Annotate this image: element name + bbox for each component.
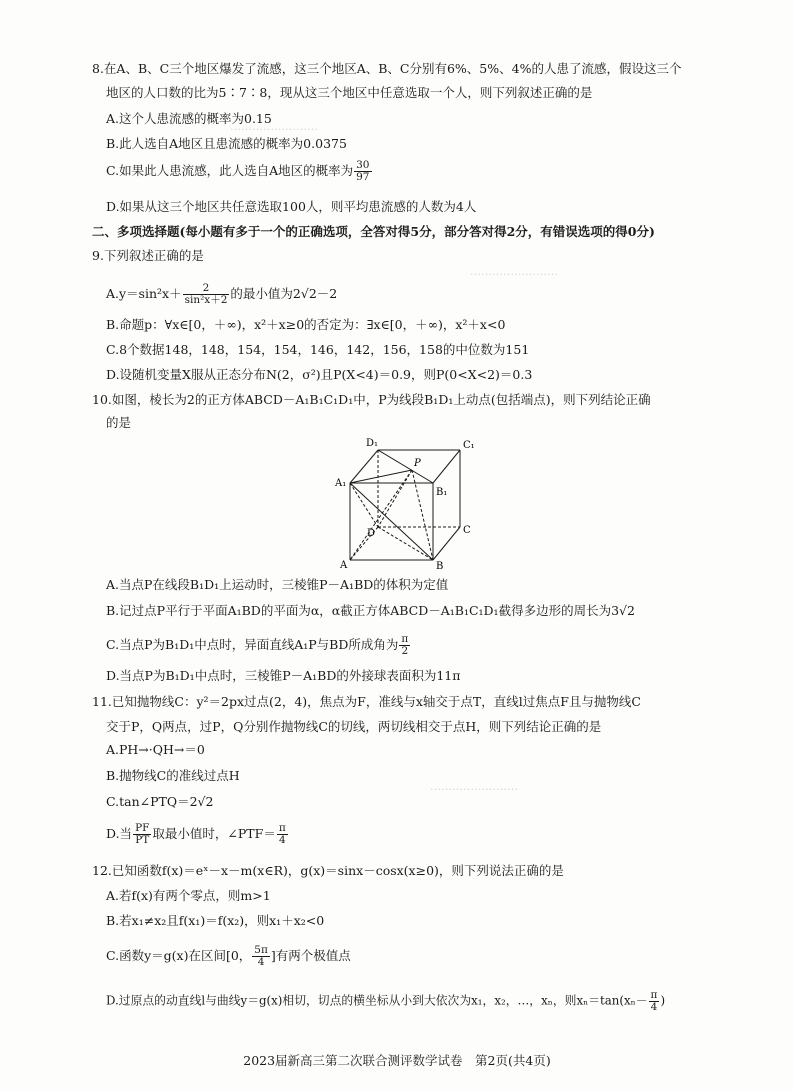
q9-option-b: B.命题p：∀x∈[0，＋∞)，x²＋x≥0的否定为：∃x∈[0，＋∞)，x²＋x<0	[106, 317, 506, 332]
fraction-numerator: π	[278, 822, 286, 834]
label-c1: C₁	[463, 440, 475, 451]
q11-option-c: C.tan∠PTQ＝2√2	[106, 794, 214, 809]
fraction-denominator: 4	[257, 956, 265, 968]
fraction-numerator: 2	[183, 283, 230, 295]
fraction-denominator: sin²x＋2	[184, 294, 228, 306]
q8-option-c-text: C.如果此人患流感，此人选自A地区的概率为	[106, 163, 354, 178]
label-p: P	[414, 458, 421, 469]
fraction-numerator: π	[401, 633, 409, 645]
label-a1: A₁	[335, 478, 347, 489]
q9-option-a-text: A.y＝sin²x＋	[106, 286, 182, 301]
q12-option-b: B.若x₁≠x₂且f(x₁)＝f(x₂)，则x₁＋x₂<0	[106, 913, 325, 928]
fraction-denominator: 97	[356, 171, 370, 183]
q11-stem-line2: 交于P，Q两点，过P，Q分别作抛物线C的切线，两切线相交于点H，则下列结论正确的是	[106, 719, 602, 734]
fraction-denominator: PT	[135, 834, 150, 846]
fraction-numerator: π	[650, 989, 658, 1001]
bleed-through-mark: ……………………	[470, 265, 558, 278]
q11-option-d-text: D.当	[106, 826, 133, 841]
cube-figure	[330, 435, 480, 570]
cube-diagram	[330, 435, 480, 570]
q12-option-c	[106, 945, 351, 968]
q9-option-c: C.8个数据148，148，154，154，146，142，156，158的中位数为151	[106, 342, 530, 357]
q8-stem-line2: 地区的人口数的比为5∶7∶8，现从这三个地区中任意选取一个人，则下列叙述正确的是	[106, 85, 593, 100]
label-a: A	[340, 560, 348, 570]
q9-option-a-tail: 的最小值为2√2－2	[230, 286, 338, 301]
q9-stem: 9.下列叙述正确的是	[92, 248, 204, 263]
q9-option-a	[106, 283, 337, 306]
q11-option-d-fraction2	[277, 823, 288, 846]
fraction-numerator: PF	[135, 822, 150, 834]
fraction-numerator: 30	[356, 159, 370, 171]
q10-option-a: A.当点P在线段B₁D₁上运动时，三棱锥P－A₁BD的体积为定值	[106, 577, 449, 592]
q11-stem-line1: 11.已知抛物线C：y²＝2px过点(2，4)，焦点为F，准线与x轴交于点T，直线l过焦点F且与抛物线C	[92, 694, 641, 709]
q10-option-c	[106, 634, 411, 657]
page-footer: 2023届新高三第二次联合测评数学试卷 第2页(共4页)	[243, 1053, 551, 1068]
q12-stem: 12.已知函数f(x)＝eˣ－x－m(x∈R)，g(x)＝sinx－cosx(x≥0)，则下列说法正确的是	[92, 863, 564, 878]
q12-option-c-text: C.函数y＝g(x)在区间[0，	[106, 948, 252, 963]
q11-option-d-fraction1	[133, 823, 151, 846]
q10-option-d: D.当点P为B₁D₁中点时，三棱锥P－A₁BD的外接球表面积为11π	[106, 668, 461, 683]
q10-stem-line2: 的是	[106, 415, 132, 430]
q8-stem-line1: 8.在A、B、C三个地区爆发了流感，这三个地区A、B、C分别有6%、5%、4%的人患了流感，假设这三个	[92, 61, 682, 76]
q11-option-d	[106, 823, 289, 846]
fraction-denominator: 4	[278, 834, 286, 846]
q10-option-b: B.记过点P平行于平面A₁BD的平面为α，α截正方体ABCD－A₁B₁C₁D₁截得多边形的周长为3√2	[106, 603, 635, 618]
bleed-through-mark: ……………………	[430, 780, 518, 793]
label-b: B	[436, 561, 444, 570]
q12-option-d-tail: )	[660, 993, 666, 1008]
q10-option-c-fraction	[399, 634, 410, 657]
q8-option-c	[106, 160, 373, 183]
section-heading-multiple-choice: 二、多项选择题(每小题有多于一个的正确选项，全答对得5分，部分答对得2分，有错误选项的得0分)	[92, 224, 655, 239]
fraction-denominator: 4	[650, 1001, 658, 1013]
q8-option-a: A.这个人患流感的概率为0.15	[106, 111, 272, 126]
q10-stem-line1: 10.如图，棱长为2的正方体ABCD－A₁B₁C₁D₁中，P为线段B₁D₁上动点(包括端点)，则下列结论正确	[92, 392, 651, 407]
q8-option-d: D.如果从这三个地区共任意选取100人，则平均患流感的人数为4人	[106, 199, 477, 214]
q10-option-c-text: C.当点P为B₁D₁中点时，异面直线A₁P与BD所成角为	[106, 637, 399, 652]
q12-option-c-fraction	[252, 945, 270, 968]
bleed-through-mark: ……………………	[230, 120, 318, 133]
q12-option-c-tail: ]有两个极值点	[270, 948, 351, 963]
label-c: C	[463, 525, 471, 536]
q11-option-a: A.PH→·QH→＝0	[106, 742, 205, 757]
q12-option-d-fraction	[649, 990, 660, 1013]
q12-option-a: A.若f(x)有两个零点，则m>1	[106, 888, 271, 903]
fraction-numerator: 5π	[254, 944, 268, 956]
label-d: D	[367, 528, 376, 539]
q9-option-d: D.设随机变量X服从正态分布N(2，σ²)且P(X<4)＝0.9，则P(0<X<2)＝0.3	[106, 367, 533, 382]
label-b1: B₁	[436, 487, 448, 498]
q12-option-d	[106, 990, 665, 1013]
q12-option-d-text: D.过原点的动直线l与曲线y＝g(x)相切，切点的横坐标从小到大依次为x₁，x₂，…，xₙ，则xₙ＝tan(xₙ－	[106, 993, 648, 1008]
fraction-denominator: 2	[401, 645, 409, 657]
q11-option-d-mid: 取最小值时，∠PTF＝	[152, 826, 276, 841]
label-d1: D₁	[366, 438, 379, 449]
q9-option-a-fraction	[183, 283, 230, 306]
q8-option-c-fraction	[354, 160, 371, 183]
q11-option-b: B.抛物线C的准线过点H	[106, 768, 240, 783]
q8-option-b: B.此人选自A地区且患流感的概率为0.0375	[106, 136, 347, 151]
